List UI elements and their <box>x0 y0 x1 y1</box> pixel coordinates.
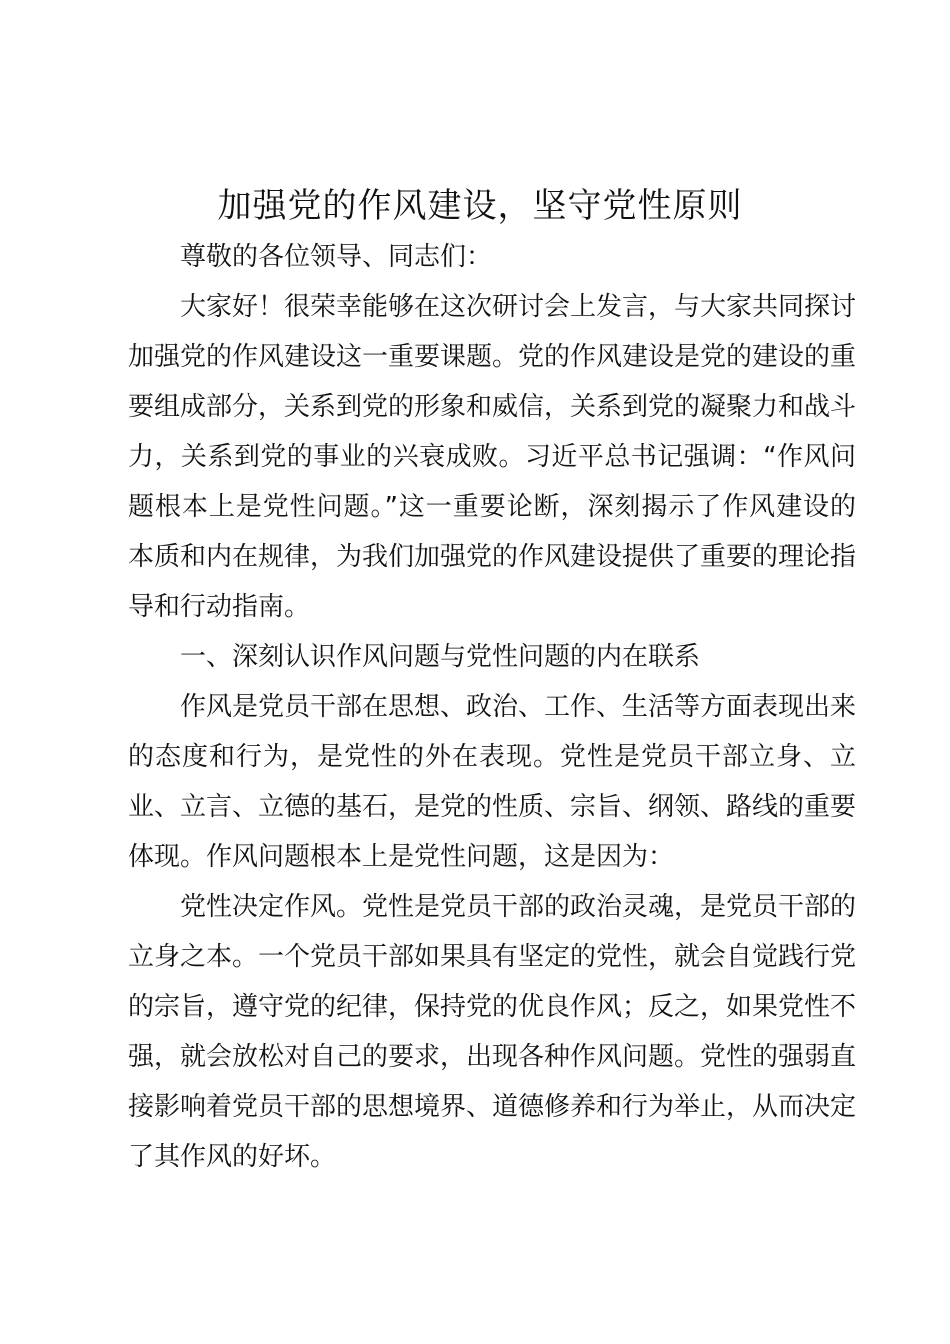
document-title: 加强党的作风建设，坚守党性原则 <box>217 186 743 226</box>
paragraph-style-definition: 作风是党员干部在思想、政治、工作、生活等方面表现出来的态度和行为，是党性的外在表现。党性是党员干部立身、立业、立言、立德的基石，是党的性质、宗旨、纲领、路线的重要体现。作风问题根本上是党性问题，这是因为： <box>128 692 857 872</box>
document-body <box>128 232 856 1182</box>
section-heading: 一、深刻认识作风问题与党性问题的内在联系 <box>180 642 701 672</box>
paragraph-party-spirit: 党性决定作风。党性是党员干部的政治灵魂，是党员干部的立身之本。一个党员干部如果具有坚定的党性，就会自觉践行党的宗旨，遵守党的纪律，保持党的优良作风；反之，如果党性不强，就会放松对自己的要求，出现各种作风问题。党性的强弱直接影响着党员干部的思想境界、道德修养和行为举止，从而决定了其作风的好坏。 <box>128 892 857 1172</box>
paragraph-intro: 大家好！很荣幸能够在这次研讨会上发言，与大家共同探讨加强党的作风建设这一重要课题。党的作风建设是党的建设的重要组成部分，关系到党的形象和威信，关系到党的凝聚力和战斗力，关系到党的事业的兴衰成败。习近平总书记强调：“作风问题根本上是党性问题。”这一重要论断，深刻揭示了作风建设的本质和内在规律，为我们加强党的作风建设提供了重要的理论指导和行动指南。 <box>128 292 857 622</box>
greeting: 尊敬的各位领导、同志们： <box>180 242 493 272</box>
